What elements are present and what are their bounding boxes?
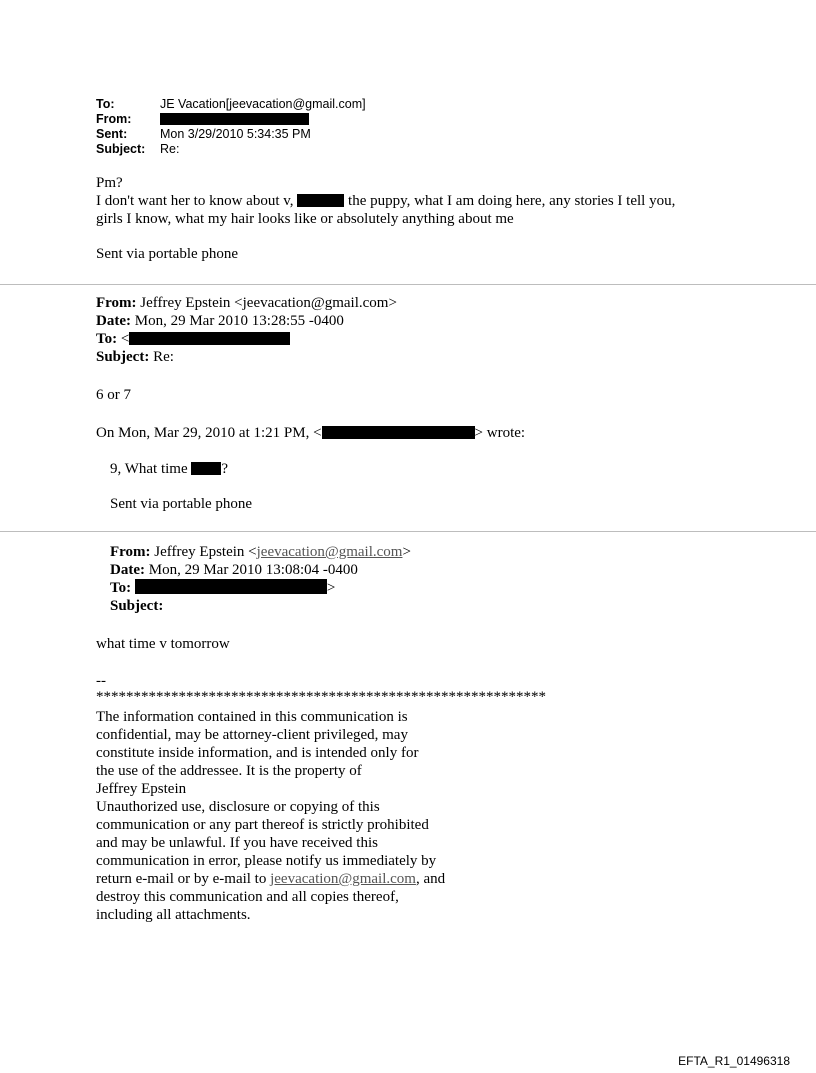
redaction-block <box>297 194 344 207</box>
disclaimer-part-1: The information contained in this communication is confidential, may be attorney-client privileged, may constitute inside information, and is intended only for the use of the addressee. It is the property of Jeffrey Epstein Unauthorized use, disclosure or copying of this communication or any part thereof is strictly prohibited and may be unlawful. If you have received this communication in error, please notify us immediately by return e-mail or by e-mail to <box>96 709 437 887</box>
message-line: Pm? <box>96 175 123 191</box>
header-to-value: JE Vacation[jeevacation@gmail.com] <box>160 97 366 111</box>
quoted2-from-email-link[interactable]: jeevacation@gmail.com <box>256 544 403 560</box>
inner-quote-signature: Sent via portable phone <box>110 496 253 512</box>
quoted-subject-value: Re: <box>153 349 174 365</box>
quoted2-body: what time v tomorrow <box>96 636 230 652</box>
inner-quote-text: 9, What time <box>110 461 188 477</box>
header-sent-row <box>96 127 366 142</box>
header-from-label: From: <box>96 112 132 126</box>
quoted2-date-row <box>110 561 411 579</box>
redaction-block <box>322 426 475 439</box>
redaction-block <box>135 579 327 594</box>
header-subject-row <box>96 142 366 157</box>
quoted2-from-label: From: <box>110 544 151 560</box>
quoted-from-label: From: <box>96 295 137 311</box>
inner-quote-text: ? <box>221 461 229 477</box>
quoted2-to-label: To: <box>110 580 132 596</box>
email-header <box>96 97 366 157</box>
header-subject-value: Re: <box>160 142 180 156</box>
disclaimer-email-link[interactable]: jeevacation@gmail.com <box>270 871 416 887</box>
quoted-to-row <box>96 330 397 348</box>
inner-quote-line <box>110 460 252 478</box>
quoted2-from-close: > <box>402 544 411 560</box>
quoted-from-value: Jeffrey Epstein <jeevacation@gmail.com> <box>140 295 397 311</box>
wrote-line <box>96 424 525 442</box>
signature-block <box>96 672 546 924</box>
message-signature: Sent via portable phone <box>96 246 239 262</box>
inner-quote <box>110 460 252 513</box>
disclaimer-part-2: , and destroy this communication and all copies thereof, including all attachments. <box>96 871 446 923</box>
signature-asterisks: ************************************************************ <box>96 689 546 705</box>
message-body <box>96 174 796 263</box>
quoted2-to-row <box>110 579 411 597</box>
wrote-prefix: On Mon, Mar 29, 2010 at 1:21 PM, < <box>96 425 322 441</box>
wrote-suffix: > wrote: <box>474 425 526 441</box>
quoted-header <box>96 294 397 366</box>
message-text: I don't want her to know about v, <box>96 193 294 209</box>
message-line <box>96 192 796 210</box>
header-to-row <box>96 97 366 112</box>
quoted2-subject-row <box>110 597 411 615</box>
redaction-block <box>160 113 309 125</box>
document-id: EFTA_R1_01496318 <box>678 1054 790 1068</box>
quoted2-subject-label: Subject: <box>110 598 164 614</box>
header-to-label: To: <box>96 97 115 111</box>
header-sent-value: Mon 3/29/2010 5:34:35 PM <box>160 127 311 141</box>
quoted-subject-label: Subject: <box>96 349 150 365</box>
quoted-to-prefix: < <box>120 331 130 347</box>
header-subject-label: Subject: <box>96 142 146 156</box>
disclaimer-text <box>96 708 546 924</box>
message-text: the puppy, what I am doing here, any stories I tell you, <box>348 193 676 209</box>
quoted-from-row <box>96 294 397 312</box>
quoted2-from-row <box>110 543 411 561</box>
signature-dashes: -- <box>96 673 106 689</box>
message-divider <box>0 284 816 285</box>
redaction-block <box>191 462 221 475</box>
quoted2-date-value: Mon, 29 Mar 2010 13:08:04 -0400 <box>148 562 358 578</box>
quoted-date-label: Date: <box>96 313 131 329</box>
header-from-row <box>96 112 366 127</box>
quoted-body: 6 or 7 <box>96 387 131 403</box>
quoted-to-label: To: <box>96 331 118 347</box>
quoted-date-row <box>96 312 397 330</box>
redaction-block <box>129 332 290 345</box>
quoted-date-value: Mon, 29 Mar 2010 13:28:55 -0400 <box>134 313 344 329</box>
quoted2-to-suffix: > <box>326 580 336 596</box>
message-line: girls I know, what my hair looks like or absolutely anything about me <box>96 211 514 227</box>
header-sent-label: Sent: <box>96 127 128 141</box>
quoted-header-2 <box>110 543 411 615</box>
message-divider <box>0 531 816 532</box>
quoted-subject-row <box>96 348 397 366</box>
quoted2-from-name: Jeffrey Epstein < <box>154 544 257 560</box>
quoted2-date-label: Date: <box>110 562 145 578</box>
